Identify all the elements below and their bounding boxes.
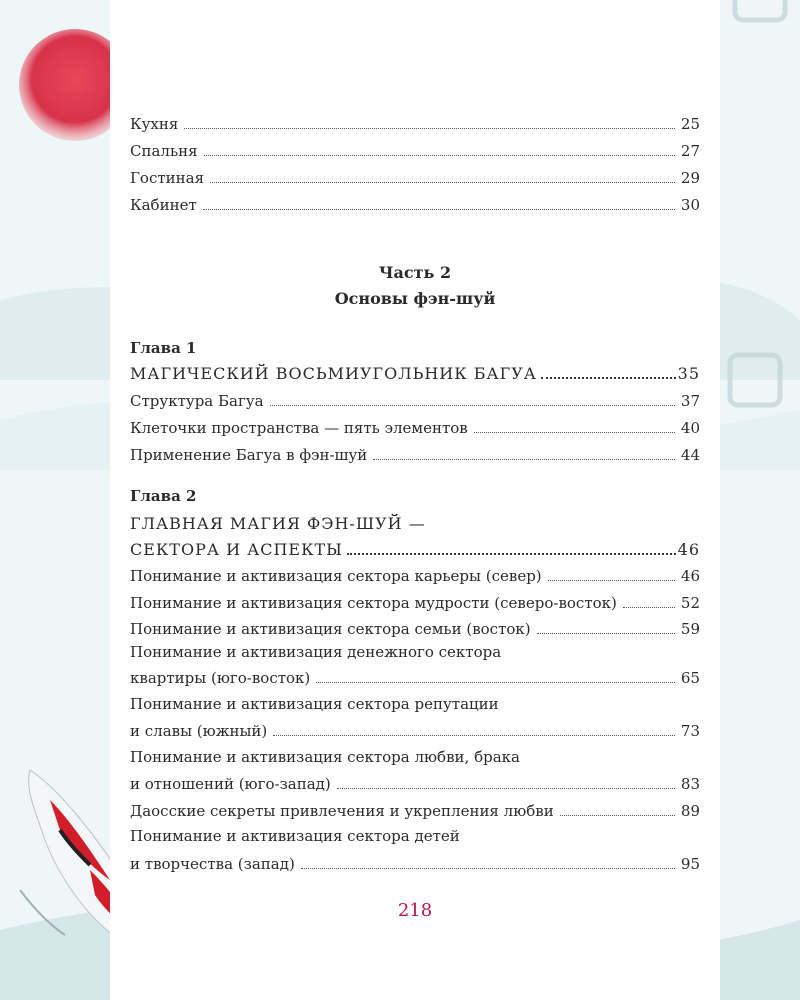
chapter-label: Глава 2 [130, 487, 197, 505]
toc-entry[interactable] [130, 110, 700, 134]
page-number: 218 [397, 900, 433, 921]
toc-entry[interactable] [130, 414, 700, 438]
toc-entry[interactable] [130, 589, 700, 613]
toc-entry-title: Спальня [130, 142, 198, 160]
toc-entry-page: 52 [680, 594, 700, 612]
dot-leader [210, 181, 675, 183]
toc-entry-title: Гостиная [130, 169, 205, 187]
part-label: Часть 2 [378, 263, 452, 282]
toc-entry-title: и славы (южный) [130, 722, 268, 740]
toc-entry-page: 83 [680, 775, 700, 793]
chapter-heading-title: СЕКТОРА И АСПЕКТЫ [130, 540, 343, 559]
toc-entry[interactable] [130, 164, 700, 188]
toc-entry-title: Клеточки пространства — пять элементов [130, 419, 468, 437]
toc-entry-page: 59 [680, 620, 700, 638]
dot-leader [347, 552, 676, 555]
toc-entry[interactable] [130, 664, 700, 688]
chapter-heading-title: МАГИЧЕСКИЙ ВОСЬМИУГОЛЬНИК БАГУА [130, 364, 537, 383]
toc-entry-line[interactable]: Понимание и активизация сектора репутации [130, 695, 499, 713]
chapter-heading-page: 35 [677, 364, 700, 383]
toc-entry-page: 65 [680, 669, 700, 687]
chapter-label: Глава 1 [130, 339, 197, 357]
dot-leader [337, 787, 675, 789]
dot-leader [184, 127, 675, 129]
toc-entry-title: Структура Багуа [130, 392, 264, 410]
toc-entry[interactable] [130, 441, 700, 465]
toc-entry[interactable] [130, 137, 700, 161]
chapter-heading-page: 46 [677, 540, 700, 559]
dot-leader [474, 431, 675, 433]
part-title: Основы фэн-шуй [334, 289, 496, 308]
toc-entry[interactable] [130, 615, 700, 639]
toc-entry-title: Понимание и активизация сектора карьеры (север) [130, 567, 542, 585]
toc-entry-page: 25 [680, 115, 700, 133]
toc-entry[interactable] [130, 770, 700, 794]
toc-entry-page: 46 [680, 567, 700, 585]
toc-entry[interactable] [130, 717, 700, 741]
dot-leader [270, 404, 675, 406]
dot-leader [373, 458, 675, 460]
toc-entry-title: Даосские секреты привлечения и укрепления любви [130, 802, 554, 820]
toc-entry-page: 37 [680, 392, 700, 410]
toc-entry[interactable] [130, 562, 700, 586]
toc-entry-page: 30 [680, 196, 700, 214]
toc-entry-page: 73 [680, 722, 700, 740]
toc-entry-title: Кабинет [130, 196, 197, 214]
toc-entry-page: 95 [680, 855, 700, 873]
toc-entry[interactable] [130, 797, 700, 821]
toc-entry[interactable] [130, 850, 700, 874]
toc-entry-title: и отношений (юго-запад) [130, 775, 331, 793]
toc-entry-line[interactable]: Понимание и активизация сектора любви, брака [130, 748, 520, 766]
toc-entry-title: Применение Багуа в фэн-шуй [130, 446, 368, 464]
dot-leader [541, 376, 676, 379]
dot-leader [273, 734, 675, 736]
toc-entry-title: квартиры (юго-восток) [130, 669, 311, 687]
dot-leader [301, 867, 675, 869]
chapter-heading[interactable] [130, 536, 700, 560]
toc-entry-line[interactable]: Понимание и активизация денежного сектора [130, 643, 502, 661]
toc-entry-page: 27 [680, 142, 700, 160]
toc-entry-line[interactable]: Понимание и активизация сектора детей [130, 827, 460, 845]
toc-entry[interactable] [130, 191, 700, 215]
toc-entry-title: Кухня [130, 115, 179, 133]
toc-entry-page: 89 [680, 802, 700, 820]
dot-leader [537, 632, 675, 634]
dot-leader [203, 208, 675, 210]
chapter-heading[interactable] [130, 360, 700, 384]
toc-entry-page: 40 [680, 419, 700, 437]
toc-entry-title: Понимание и активизация сектора семьи (восток) [130, 620, 531, 638]
dot-leader [548, 579, 675, 581]
dot-leader [623, 606, 675, 608]
toc-entry-title: и творчества (запад) [130, 855, 295, 873]
chapter-heading-line[interactable]: ГЛАВНАЯ МАГИЯ ФЭН-ШУЙ — [130, 514, 426, 533]
toc-entry[interactable] [130, 387, 700, 411]
toc-entry-page: 44 [680, 446, 700, 464]
dot-leader [560, 814, 675, 816]
dot-leader [204, 154, 675, 156]
dot-leader [316, 681, 675, 683]
toc-entry-title: Понимание и активизация сектора мудрости (северо-восток) [130, 594, 617, 612]
toc-entry-page: 29 [680, 169, 700, 187]
